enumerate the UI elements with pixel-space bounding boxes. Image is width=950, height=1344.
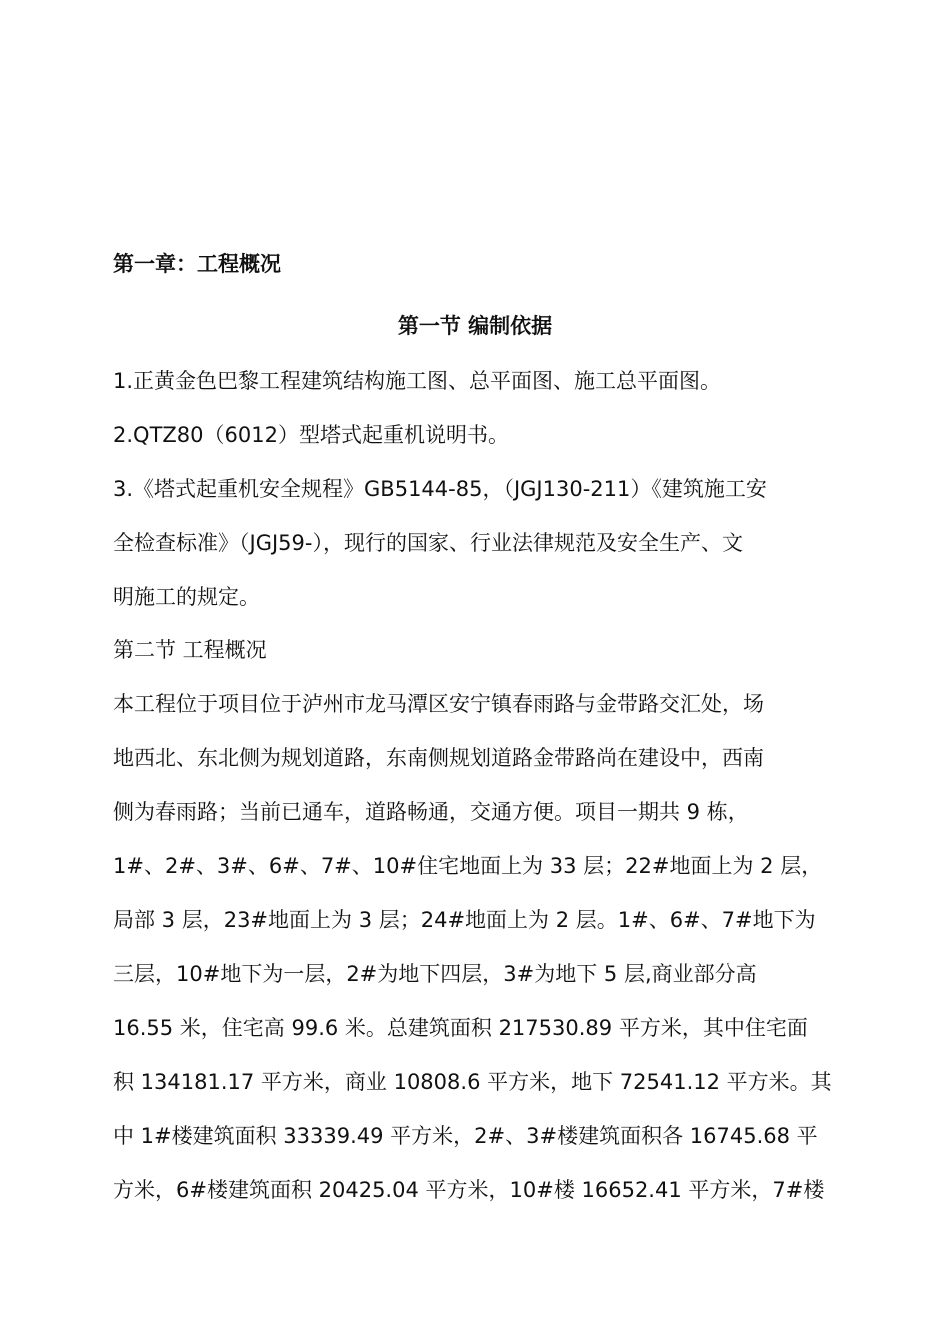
overview-line-9: 中 1#楼建筑面积 33339.49 平方米，2#、3#楼建筑面积各 16745.68 平	[113, 1124, 818, 1148]
chapter-title: 第一章：工程概况	[113, 252, 281, 276]
section-2-title: 第二节 工程概况	[113, 638, 267, 662]
basis-item-3-line-3: 明施工的规定。	[113, 585, 260, 609]
basis-item-1: 1.正黄金色巴黎工程建筑结构施工图、总平面图、施工总平面图。	[113, 369, 722, 393]
section-1-title: 第一节 编制依据	[397, 314, 553, 338]
overview-line-8: 积 134181.17 平方米，商业 10808.6 平方米，地下 72541.12 平方米。其	[113, 1070, 832, 1094]
basis-item-2: 2.QTZ80（6012）型塔式起重机说明书。	[113, 423, 509, 447]
overview-line-4: 1#、2#、3#、6#、7#、10#住宅地面上为 33 层；22#地面上为 2 层，	[113, 854, 823, 878]
overview-line-5: 局部 3 层，23#地面上为 3 层；24#地面上为 2 层。1#、6#、7#地下为	[113, 908, 816, 932]
overview-line-1: 本工程位于项目位于泸州市龙马潭区安宁镇春雨路与金带路交汇处，场	[113, 692, 764, 716]
basis-item-3-line-2: 全检查标准》（JGJ59-），现行的国家、行业法律规范及安全生产、文	[113, 531, 743, 555]
overview-line-2: 地西北、东北侧为规划道路，东南侧规划道路金带路尚在建设中，西南	[113, 746, 764, 770]
overview-line-10: 方米，6#楼建筑面积 20425.04 平方米，10#楼 16652.41 平方米，7#楼	[113, 1178, 825, 1202]
basis-item-3-line-1: 3.《塔式起重机安全规程》GB5144-85，（JGJ130-211）《建筑施工安	[113, 477, 767, 501]
overview-line-6: 三层，10#地下为一层，2#为地下四层，3#为地下 5 层,商业部分高	[113, 962, 757, 986]
overview-line-3: 侧为春雨路；当前已通车，道路畅通，交通方便。项目一期共 9 栋，	[113, 800, 749, 824]
overview-line-7: 16.55 米，住宅高 99.6 米。总建筑面积 217530.89 平方米，其中住宅面	[113, 1016, 808, 1040]
